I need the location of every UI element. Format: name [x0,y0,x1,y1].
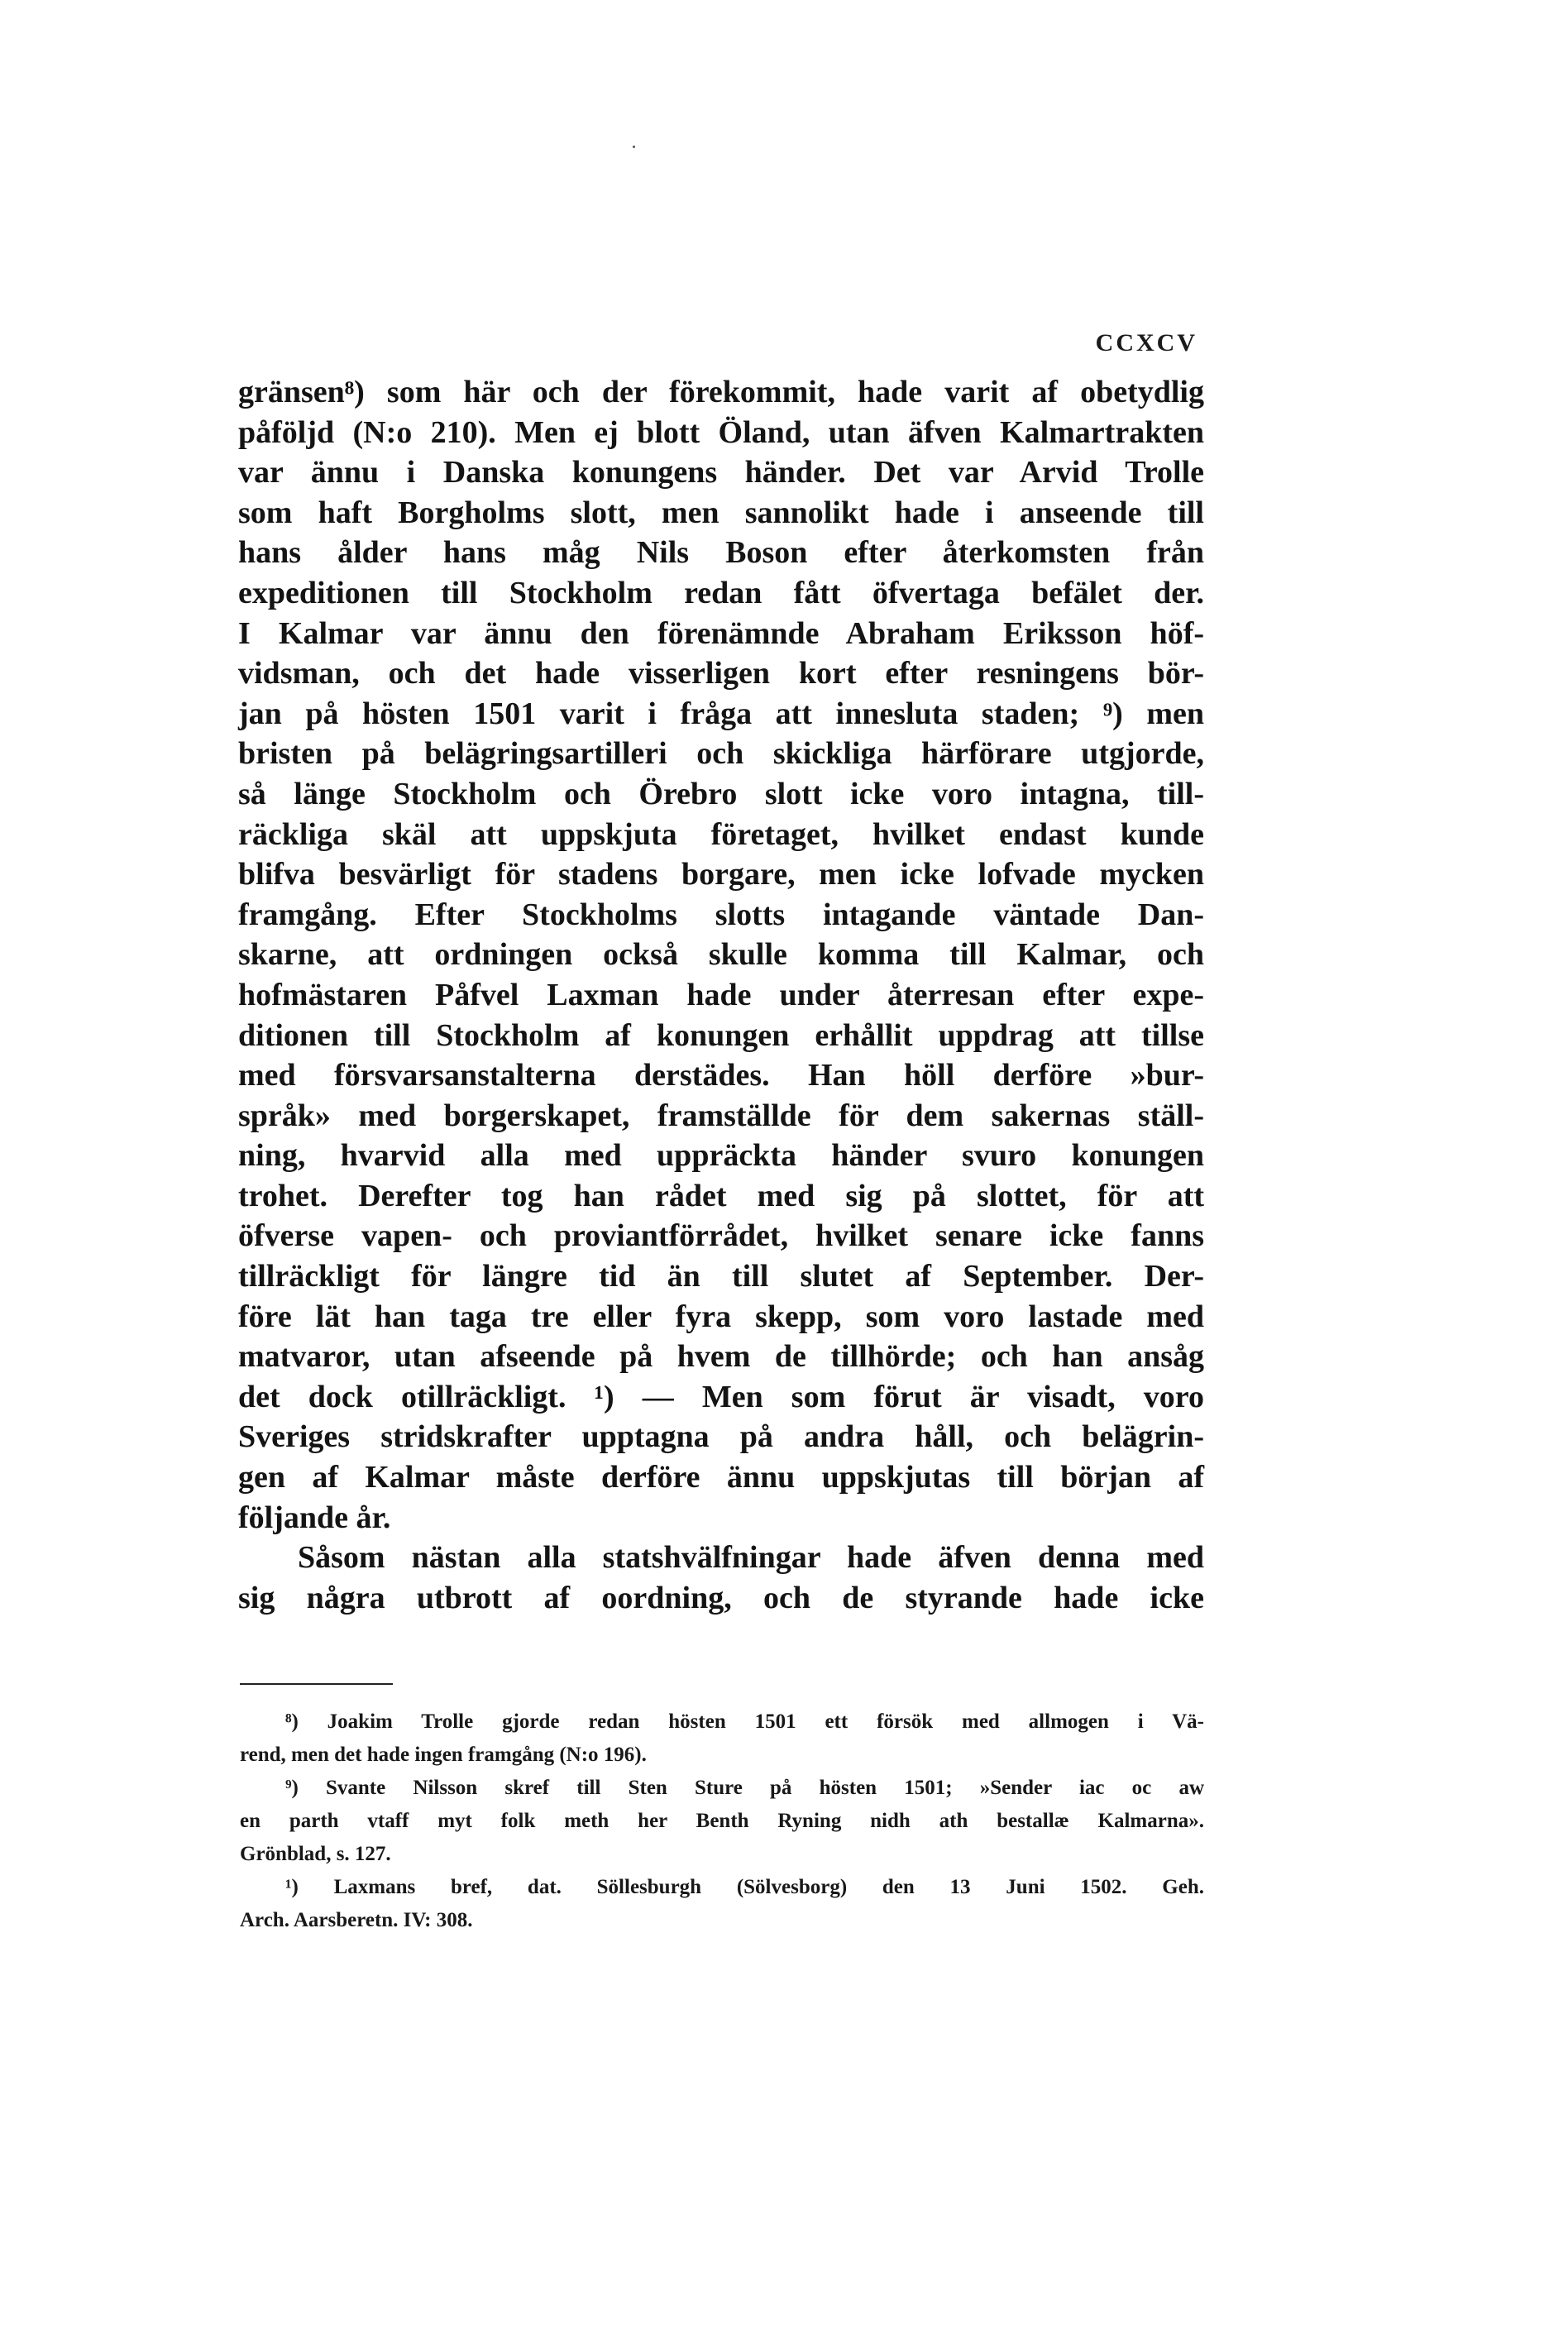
footnote-line: rend, men det hade ingen framgång (N:o 196). [240,1744,647,1766]
body-line: språk» med borgerskapet, framställde för dem sakernas ställ- [238,1098,1204,1133]
body-line: Såsom nästan alla statshvälfningar hade äfven denna med [298,1540,1204,1576]
body-line: räckliga skäl att uppskjuta företaget, hvilket endast kunde [238,816,1204,852]
body-line: framgång. Efter Stockholms slotts intagande väntade Dan- [238,897,1204,932]
footnote-rule [240,1683,393,1685]
body-text [238,372,1204,1618]
body-line: hans ålder hans måg Nils Boson efter återkomsten från [238,535,1204,571]
footnote-line: Grönblad, s. 127. [240,1843,391,1865]
body-line: gränsen⁸) som här och der förekommit, hade varit af obetydlig [238,375,1204,409]
body-line: Sveriges stridskrafter upptagna på andra håll, och belägrin- [238,1419,1204,1455]
body-line: så länge Stockholm och Örebro slott icke voro intagna, till- [238,776,1204,811]
footnote-line: en parth vtaff myt folk meth her Benth Ryning nidh ath bestallæ Kalmarna». [240,1810,1204,1832]
body-line: tillräckligt för längre tid än till slutet af September. Der- [238,1259,1204,1294]
footnote-line: Arch. Aarsberetn. IV: 308. [240,1909,473,1931]
body-line: blifva besvärligt för stadens borgare, men icke lofvade mycken [238,857,1204,892]
body-line: var ännu i Danska konungens händer. Det var Arvid Trolle [238,455,1204,490]
body-line: gen af Kalmar måste derföre ännu uppskjutas till början af [238,1460,1204,1495]
body-line: följande år. [238,1500,391,1535]
body-line: öfverse vapen- och proviantförrådet, hvilket senare icke fanns [238,1218,1204,1254]
body-line: matvaror, utan afseende på hvem de tillhörde; och han ansåg [238,1339,1204,1375]
body-line: I Kalmar var ännu den förenämnde Abraham Eriksson höf- [238,615,1204,651]
footnote-line: ¹) Laxmans bref, dat. Söllesburgh (Sölvesborg) den 13 Juni 1502. Geh. [285,1876,1204,1898]
body-line: sig några utbrott af oordning, och de styrande hade icke [238,1580,1204,1615]
body-line: skarne, att ordningen också skulle komma till Kalmar, och [238,937,1204,973]
footnote-line: ⁹) Svante Nilsson skref till Sten Sture på hösten 1501; »Sender iac oc aw [285,1777,1204,1799]
body-line: ditionen till Stockholm af konungen erhållit uppdrag att tillse [238,1017,1204,1053]
body-line: hofmästaren Påfvel Laxman hade under återresan efter expe- [238,977,1204,1012]
body-line: som haft Borgholms slott, men sannolikt hade i anseende till [238,495,1204,530]
footnotes [240,1706,1204,1937]
body-line: bristen på belägringsartilleri och skickliga härförare utgjorde, [238,736,1204,772]
body-line: före lät han taga tre eller fyra skepp, som voro lastade med [238,1299,1204,1334]
body-line: det dock otillräckligt. ¹) — Men som förut är visadt, voro [238,1379,1204,1414]
body-line: jan på hösten 1501 varit i fråga att innesluta staden; ⁹) men [238,696,1204,731]
body-line: med försvarsanstalterna derstädes. Han höll derföre »bur- [238,1058,1204,1093]
page-number: CCXCV [1095,329,1198,356]
body-line: vidsman, och det hade visserligen kort efter resningens bör- [238,656,1204,691]
body-line: trohet. Derefter tog han rådet med sig på slottet, för att [238,1178,1204,1213]
footnote-line: ⁸) Joakim Trolle gjorde redan hösten 1501 ett försök med allmogen i Vä- [285,1710,1204,1733]
ink-speck [633,146,635,148]
body-line: expeditionen till Stockholm redan fått öfvertaga befälet der. [238,575,1204,610]
body-line: ning, hvarvid alla med uppräckta händer svuro konungen [238,1138,1204,1174]
body-line: påföljd (N:o 210). Men ej blott Öland, utan äfven Kalmartrakten [238,414,1204,450]
